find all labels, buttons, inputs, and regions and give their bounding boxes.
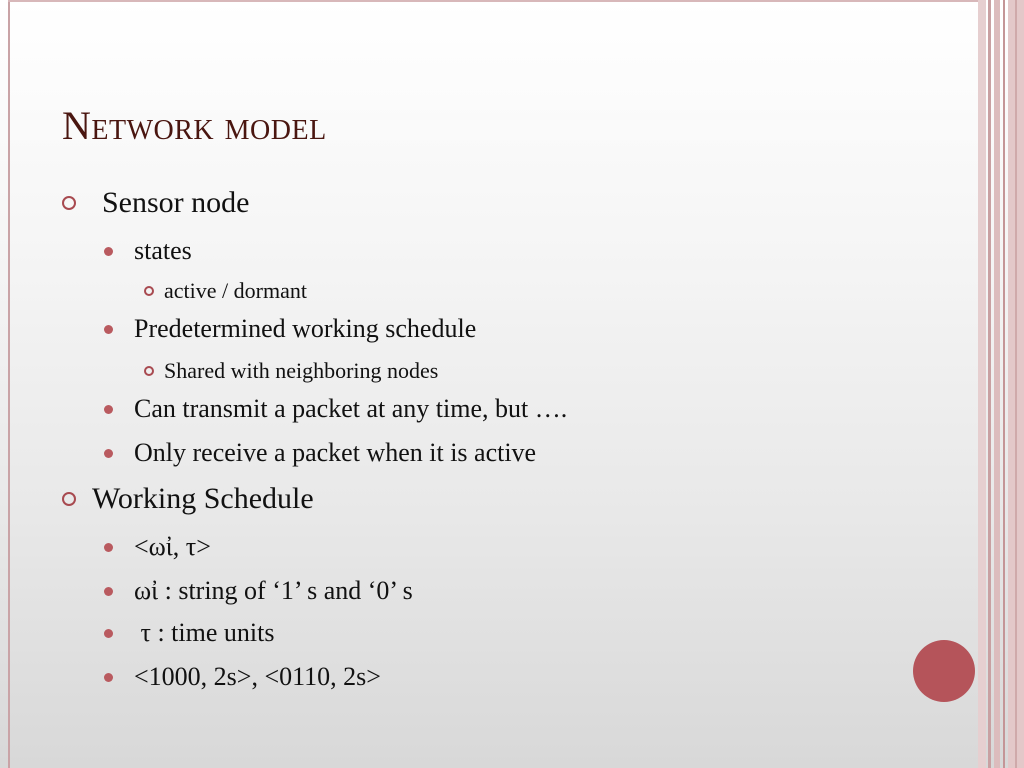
dot-bullet-icon xyxy=(104,405,113,414)
bullet-item xyxy=(104,314,476,344)
bullet-text: Only receive a packet when it is active xyxy=(134,438,537,467)
bullet-text: τ : time units xyxy=(134,618,275,647)
bullet-item xyxy=(144,358,438,384)
bullet-item xyxy=(62,482,314,516)
bullet-item xyxy=(144,278,307,304)
decorative-circle xyxy=(913,640,975,702)
right-stripe xyxy=(1015,0,1017,768)
bullet-item xyxy=(104,576,413,606)
right-stripe xyxy=(1003,0,1005,768)
bullet-item xyxy=(104,394,567,424)
bullet-text: states xyxy=(134,236,192,265)
bullet-item xyxy=(104,662,381,692)
right-stripe xyxy=(994,0,1000,768)
bullet-text: Sensor node xyxy=(102,186,250,219)
ring-bullet-icon xyxy=(144,366,154,376)
right-stripe xyxy=(978,0,986,768)
bullet-item xyxy=(104,532,211,562)
bullet-text: Shared with neighboring nodes xyxy=(164,358,439,383)
bullet-text: Predetermined working schedule xyxy=(134,314,477,343)
bullet-item xyxy=(62,186,249,220)
bullet-text: ωἰ : string of ‘1’ s and ‘0’ s xyxy=(134,576,413,605)
bullet-item xyxy=(104,236,192,266)
bullet-item xyxy=(104,438,536,468)
bullet-text: <ωἰ, τ> xyxy=(134,532,211,561)
top-frame-line xyxy=(8,0,980,2)
left-frame-line xyxy=(8,0,10,768)
dot-bullet-icon xyxy=(104,247,113,256)
right-stripe xyxy=(988,0,991,768)
slide-title: Network model xyxy=(62,103,327,148)
dot-bullet-icon xyxy=(104,629,113,638)
bullet-text: Working Schedule xyxy=(92,482,314,515)
ring-bullet-icon xyxy=(62,196,76,210)
dot-bullet-icon xyxy=(104,543,113,552)
ring-bullet-icon xyxy=(144,286,154,296)
dot-bullet-icon xyxy=(104,587,113,596)
bullet-item xyxy=(104,618,274,648)
dot-bullet-icon xyxy=(104,673,113,682)
bullet-text: Can transmit a packet at any time, but …. xyxy=(134,394,568,423)
bullet-text: <1000, 2s>, <0110, 2s> xyxy=(134,662,381,691)
dot-bullet-icon xyxy=(104,325,113,334)
ring-bullet-icon xyxy=(62,492,76,506)
bullet-text: active / dormant xyxy=(164,278,307,303)
dot-bullet-icon xyxy=(104,449,113,458)
